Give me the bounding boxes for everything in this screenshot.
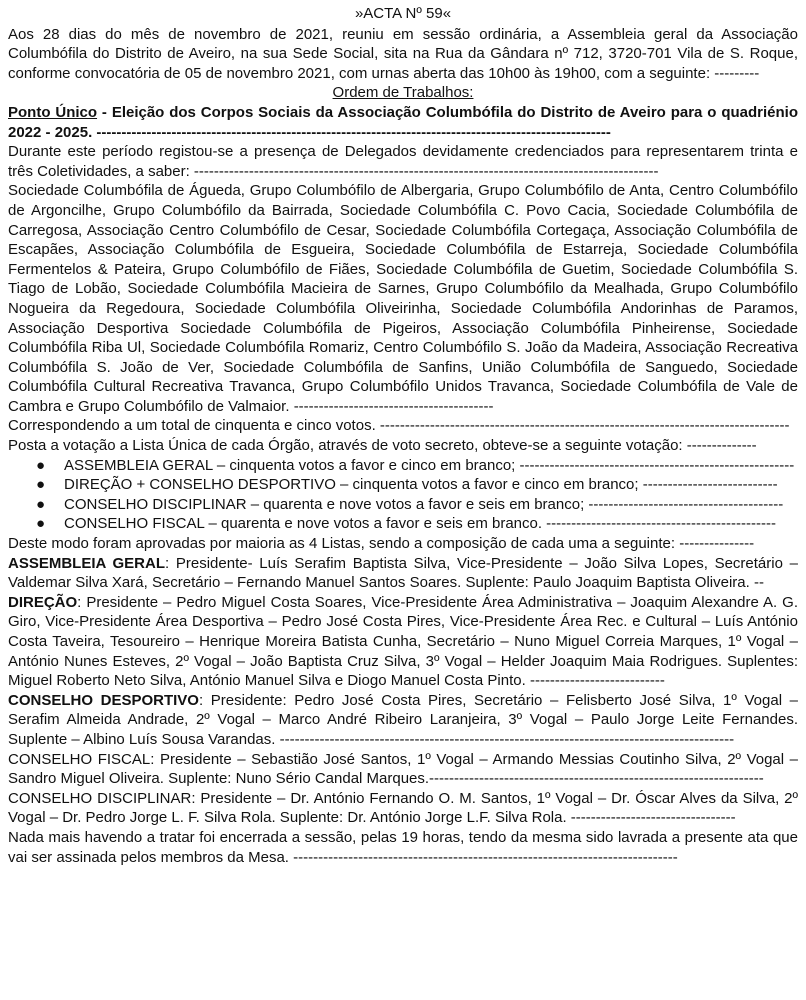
section-text: : Presidente: Pedro José Costa Pires, Secretário – Felisberto José Silva, 1º Vogal – Serafim Almeida Andrade, 2º Vogal – Marco André Ribeiro Laranjeira, 3º Vogal – Paulo Jorge Leite Fernandes. Suplente – Albino Luís Sousa Varandas. ------------------------------------------------------------------------------------------- (8, 691, 798, 748)
section-conselho-disciplinar (8, 789, 798, 828)
section-assembleia-geral (8, 554, 798, 593)
section-text: : Presidente – Dr. António Fernando O. M. Santos, 1º Vogal – Dr. Óscar Alves da Silva, 2º Vogal – Dr. Pedro Jorge L. F. Silva Rola. Suplente: Dr. António Jorge L.F. Silva Rola. --------------------------------- (8, 789, 798, 827)
section-text: : Presidente – Sebastião José Santos, 1º Vogal – Armando Messias Coutinho Silva, 2º Vogal – Sandro Miguel Oliveira. Suplente: Nuno Sério Candal Marques.------------------------------------------------------------------- (8, 750, 798, 788)
bullet-icon: ● (36, 456, 46, 474)
section-label: ASSEMBLEIA GERAL (8, 554, 165, 572)
vote-results-list (8, 456, 798, 534)
bullet-icon: ● (36, 476, 46, 494)
agenda-item-text: - Eleição dos Corpos Sociais da Associação Columbófila do Distrito de Aveiro para o quadriénio 2022 - 2025. ------------------------------------------------------------------------------------------------------- (8, 103, 798, 141)
vote-intro-line: Posta a votação a Lista Única de cada Órgão, através de voto secreto, obteve-se a seguinte votação: -------------- (8, 437, 757, 455)
section-label: CONSELHO FISCAL (8, 750, 151, 768)
vote-result-text: CONSELHO DISCIPLINAR – quarenta e nove votos a favor e seis em branco; --------------------------------------- (64, 495, 784, 513)
section-conselho-desportivo (8, 691, 798, 750)
presence-paragraph: Durante este período registou-se a presença de Delegados devidamente credenciados para representarem trinta e três Coletividades, a saber: --------------------------------------------------------------------------------------------- (8, 143, 798, 180)
closing-paragraph: Nada mais havendo a tratar foi encerrada a sessão, pelas 19 horas, tendo da mesma sido lavrada a presente ata que vai ser assinada pelos membros da Mesa. ----------------------------------------------------------------------------- (8, 828, 798, 866)
total-votes-line: Correspondendo a um total de cinquenta e cinco votos. ---------------------------------------------------------------------------------- (8, 417, 790, 435)
vote-result-text: ASSEMBLEIA GERAL – cinquenta votos a favor e cinco em branco; ------------------------------------------------------- (64, 456, 795, 474)
bullet-icon: ● (36, 515, 46, 533)
section-label: CONSELHO DISCIPLINAR (8, 789, 192, 807)
vote-result-item (36, 495, 798, 515)
agenda-heading: Ordem de Trabalhos: (332, 84, 474, 102)
document-title: »ACTA Nº 59« (354, 5, 452, 22)
section-direcao (8, 593, 798, 691)
agenda-heading-line (8, 83, 798, 103)
section-label: DIREÇÃO (8, 593, 78, 611)
agenda-item (8, 103, 798, 142)
section-text: : Presidente – Pedro Miguel Costa Soares, Vice-Presidente Área Administrativa – Joaquim Alexandre A. G. Giro, Vice-Presidente Área Desportiva – Pedro José Costa Pires, Vice-Presidente Área Rec. e Cultural – Luís António Costa Taveira, Tesoureiro – Henrique Moreira Batista Cunha, Secretário – Nuno Miguel Correia Marques, 1º Vogal – António Nunes Esteves, 2º Vogal – João Baptista Cruz Silva, 3º Vogal – Helder Joaquim Maia Rodrigues. Suplentes: Miguel Roberto Neto Silva, António Manuel Silva e Diogo Manuel Costa Pinto. --------------------------- (8, 593, 798, 690)
section-text: : Presidente- Luís Serafim Baptista Silva, Vice-Presidente – João Silva Lopes, Secretário – Valdemar Silva Xará, Secretário – Fernando Manuel Santos Soares. Suplente: Paulo Joaquim Baptista Oliveira. -- (8, 554, 798, 592)
agenda-item-label: Ponto Único (8, 103, 98, 121)
clubs-paragraph: Sociedade Columbófila de Águeda, Grupo Columbófilo de Albergaria, Grupo Columbófilo de Anta, Centro Columbófilo de Argoncilhe, Grupo Columbófilo da Bairrada, Sociedade Columbófila C. Povo Cacia, Sociedade Columbófila de Carregosa, Associação Centro Columbófilo de Cesar, Sociedade Columbófila Cortegaça, Associação Columbófila de Escapães, Associação Columbófila de Esgueira, Sociedade Columbófila de Estarreja, Sociedade Columbófila Fermentelos & Pateira, Grupo Columbófilo de Fiães, Sociedade Columbófila de Guetim, Sociedade Columbófila S. Tiago de Lobão, Sociedade Columbófila Macieira de Sarnes, Grupo Columbófilo da Mealhada, Grupo Columbófilo Nogueira da Regedoura, Sociedade Columbófila Oliveirinha, Sociedade Columbófila Andorinhas de Paramos, Associação Desportiva Sociedade Columbófila de Pigeiros, Associação Columbófila Pinheirense, Sociedade Columbófila Riba Ul, Sociedade Columbófila Romariz, Centro Columbófilo S. João da Madeira, Associação Recreativa Columbófila S. João de Ver, Sociedade Columbófila de Sanfins, União Columbófila de Sanguedo, Sociedade Columbófila Cultural Recreativa Travanca, Grupo Columbófilo Unidos Travanca, Sociedade Columbófila de Vale de Cambra e Grupo Columbófilo de Valmaior. ---------------------------------------- (8, 182, 798, 415)
vote-result-item (36, 456, 798, 476)
bullet-icon: ● (36, 495, 46, 513)
vote-result-text: DIREÇÃO + CONSELHO DESPORTIVO – cinquenta votos a favor e cinco em branco; --------------------------- (64, 476, 778, 494)
vote-result-item (36, 475, 798, 495)
vote-result-item (36, 514, 798, 534)
section-label: CONSELHO DESPORTIVO (8, 691, 199, 709)
section-conselho-fiscal (8, 750, 798, 789)
vote-result-text: CONSELHO FISCAL – quarenta e nove votos a favor e seis em branco. ---------------------------------------------- (64, 515, 776, 533)
intro-paragraph: Aos 28 dias do mês de novembro de 2021, reuniu em sessão ordinária, a Assembleia geral da Associação Columbófila do Distrito de Aveiro, na sua Sede Social, sita na Rua da Gândara nº 712, 3720-701 Vila de S. Roque, conforme convocatória de 05 de novembro 2021, com urnas aberta das 10h00 às 19h00, com a seguinte: --------- (8, 25, 798, 82)
approved-line: Deste modo foram aprovadas por maioria as 4 Listas, sendo a composição de cada uma a seguinte: --------------- (8, 535, 755, 553)
